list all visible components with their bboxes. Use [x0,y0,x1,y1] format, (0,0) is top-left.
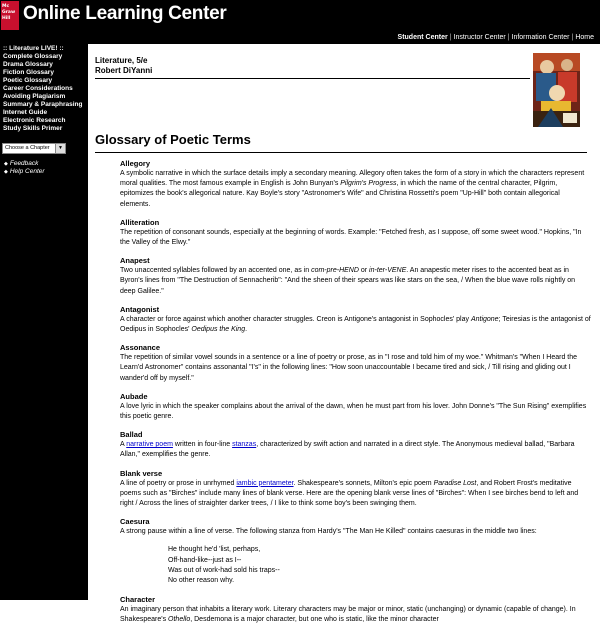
glossary-definition: The repetition of consonant sounds, especially at the beginning of words. Example: "Fetched fresh, as I suppose, off some sweet wood." Hopkins, "In the Valley of the Elwy." [120,228,582,247]
site-title: Online Learning Center [23,3,227,24]
poem-line: He thought he'd 'list, perhaps, [168,546,261,554]
glossary-term: Anapest [120,256,150,266]
glossary-entry [120,217,592,248]
help-center-label: Help Center [9,168,45,175]
def-text: . [245,326,248,334]
glossary-definition [120,605,592,625]
feedback-link[interactable] [4,160,38,167]
def-text: or [358,267,370,275]
def-italic: Pilgrim's Progress [340,180,397,188]
sidebar-item-drama-glossary[interactable]: Drama Glossary [3,61,53,68]
def-text: A line of poetry or prose in unrhymed [120,479,237,487]
glossary-definition [120,315,592,335]
sidebar-item-avoiding-plagiarism[interactable]: Avoiding Plagiarism [3,93,66,100]
glossary-term: Blank verse [120,468,163,478]
glossary-definition [120,440,592,460]
glossary-definition: A love lyric in which the speaker complains about the arrival of the dawn, when he must part from his lover. John Donne's "The Sun Rising" exemplifies this poetic genre. [120,402,587,421]
site-header [0,0,600,31]
diamond-bullet-icon: ◆ [4,161,8,167]
book-info [95,56,152,76]
feedback-label: Feedback [9,160,39,167]
glossary-term: Alliteration [120,217,160,227]
logo-line: Hill [2,16,11,21]
poem-line: Off-hand-like--just as I-- [168,556,242,564]
def-text: A symbolic narrative in which the surface details imply a secondary meaning. Allegory often takes the form of a story in which the characters represent moral qualities. The most famous example in English is John Bunyan's [120,170,585,188]
def-italic: Paradise Lost [433,479,477,487]
def-text: An imaginary person that inhabits a literary work. Literary characters may be major or minor, static (unchanging) or dynamic (capable of change). In Shakespeare's [120,606,576,624]
poem-line: No other reason why. [168,577,235,585]
glossary-list [120,158,592,633]
def-italic: in-ter-VENE [369,267,407,275]
dropdown-arrow-icon[interactable]: ▼ [55,144,65,153]
def-text: Two unaccented syllables followed by an accented one, as in [120,267,312,275]
nav-separator: | [507,34,510,41]
student-center-link[interactable]: Student Center [397,34,448,41]
top-nav-bar [0,31,600,44]
glossary-entry [120,255,592,297]
glossary-term: Antagonist [120,304,160,314]
glossary-entry [120,304,592,335]
glossary-definition [120,169,592,210]
def-text: . An anapestic meter rises to the accented beat as in Byron's lines from "The Destruction of Sennacherib": "And the sheen of their spears was like stars on the sea, / When the blue wave rolls nightly on deep Galilee." [120,267,576,295]
def-text: . Shakespeare's sonnets, Milton's epic poem [293,479,434,487]
stanzas-link[interactable]: stanzas [232,441,257,449]
def-italic: Antigone [470,315,499,323]
sidebar-item-study-skills-primer[interactable]: Study Skills Primer [3,125,63,132]
glossary-term: Ballad [120,430,143,440]
book-title: Literature, 5/e [95,56,148,65]
def-text: A character or force against which another character struggles. Creon is Antigone's antagonist in Sophocles' play [120,315,471,323]
page-title: Glossary of Poetic Terms [95,132,251,147]
sidebar [0,44,88,600]
glossary-entry [120,468,592,510]
glossary-entry [120,516,592,586]
information-center-link[interactable]: Information Center [511,34,570,41]
glossary-entry [120,158,592,210]
sidebar-menu [3,53,82,133]
divider [95,78,530,79]
glossary-entry [120,429,592,460]
chapter-select-value: Choose a Chapter [5,145,50,151]
divider [95,152,587,153]
def-text: A [120,441,127,449]
sidebar-item-internet-guide[interactable]: Internet Guide [3,109,48,116]
def-text: ; Teiresias is the antagonist of Oedipus in Sophocles' [120,315,591,334]
sidebar-item-career-considerations[interactable]: Career Considerations [3,85,73,92]
poem-line: Was out of work-had sold his traps-- [168,566,280,574]
glossary-definition [120,266,592,297]
book-author: Robert DiYanni [95,66,153,75]
sidebar-item-poetic-glossary[interactable]: Poetic Glossary [3,77,53,84]
glossary-term: Allegory [120,159,151,168]
def-text: , Desdemona is a major character, but one who is static, like the minor character [190,616,439,624]
glossary-entry [120,342,592,384]
chapter-select[interactable] [2,143,66,154]
book-cover-image [533,53,580,127]
cover-art [533,53,580,127]
def-text: , in which the name of the central character, Pilgrim, epitomizes the book's allegorical nature. Kay Boyle's story "Astronomer's Wife" and Christina Rossetti's poem "Up-Hill" both contain allegorical elements. [120,180,560,208]
help-center-link[interactable] [4,168,45,175]
def-text: written in four-line [172,441,233,449]
glossary-term: Character [120,595,156,605]
sidebar-heading: :: Literature LIVE! :: [3,45,64,52]
def-italic: Oedipus the King [191,326,246,334]
instructor-center-link[interactable]: Instructor Center [453,34,506,41]
glossary-entry [120,594,592,625]
glossary-entry [120,391,592,422]
logo-line: Graw [2,10,16,15]
def-text: , and Robert Frost's meditative poems such as "Birches" include many lines of blank verse. Here are the opening blank verse lines of "Birches": When I see birches bend to left and right / Across the lines of straighter darker trees, / I like to think some boy's been swinging them. [120,479,579,508]
narrative-poem-link[interactable]: narrative poem [126,441,173,449]
sidebar-item-complete-glossary[interactable]: Complete Glossary [3,53,63,60]
nav-separator: | [449,34,452,41]
nav-separator: | [571,34,574,41]
logo-line: Mc [2,4,10,9]
glossary-term: Caesura [120,517,150,527]
iambic-pentameter-link[interactable]: iambic pentameter [236,479,294,487]
home-link[interactable]: Home [575,34,594,41]
glossary-definition [120,479,592,510]
def-italic: Othello [168,616,191,624]
glossary-definition: The repetition of similar vowel sounds in a sentence or a line of poetry or prose, as in "I rose and told him of my woe." Whitman's "When I Heard the Learn'd Astronomer" contains assonantal "I's" in the following lines: "How soon unaccountable I became tired and sick, / Till rising and gliding out I wander'd off by myself." [120,354,578,382]
def-italic: com-pre-HEND [311,267,359,275]
def-text: , characterized by swift action and narrated in a direct style. The Anonymous medieval ballad, "Barbara Allan," exemplifies the genre. [120,441,575,459]
diamond-bullet-icon: ◆ [4,169,8,175]
glossary-term: Aubade [120,391,148,401]
glossary-term: Assonance [120,343,161,353]
poem-excerpt [168,545,592,586]
top-nav [398,31,594,44]
sidebar-item-fiction-glossary[interactable]: Fiction Glossary [3,69,54,76]
sidebar-item-electronic-research[interactable]: Electronic Research [3,117,66,124]
glossary-definition: A strong pause within a line of verse. The following stanza from Hardy's "The Man He Killed" contains caesuras in the middle two lines: [120,528,537,536]
mcgraw-hill-logo[interactable] [1,1,19,30]
sidebar-item-summary-paraphrasing[interactable]: Summary & Paraphrasing [3,101,83,108]
